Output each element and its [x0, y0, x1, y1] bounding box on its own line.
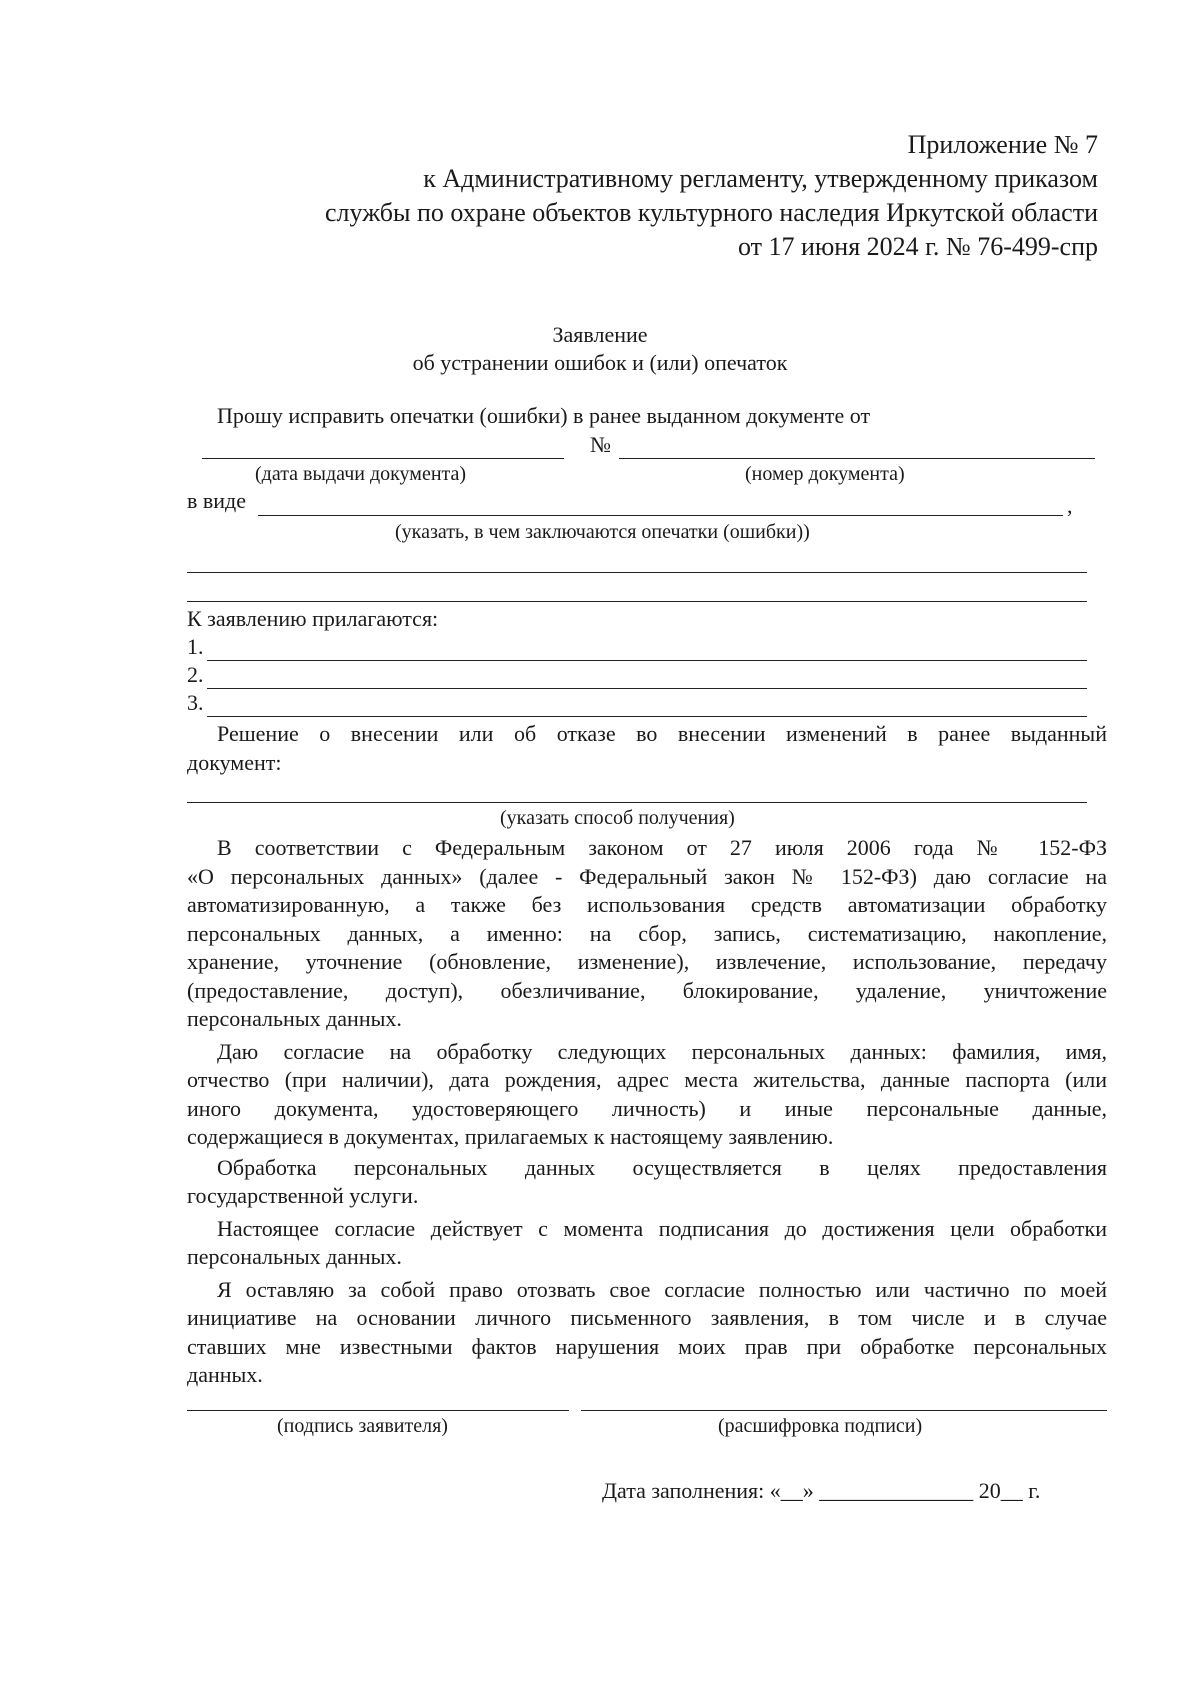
decision-line-2: документ: [187, 749, 282, 775]
attachment-field-1[interactable] [207, 660, 1087, 661]
attachment-number-2: 2. [187, 662, 204, 687]
attachment-field-3[interactable] [207, 716, 1087, 717]
decision-block [187, 720, 1107, 777]
errors-description-line-2[interactable] [187, 572, 1087, 573]
consent-block [187, 834, 1107, 1390]
signature-field[interactable] [187, 1410, 569, 1411]
appendix-order: от 17 июня 2024 г. № 76-499-спр [737, 232, 1098, 261]
consent-p2-l1: Даю согласие на обработку следующих персональных данных: фамилия, имя, [217, 1038, 1107, 1064]
attachments-heading: К заявлению прилагаются: [187, 606, 439, 631]
request-intro: Прошу исправить опечатки (ошибки) в ранее выданном документе от [217, 403, 871, 428]
consent-p1-l6: (предоставление, доступ), обезличивание, блокирование, удаление, уничтожение [187, 977, 1107, 1003]
errors-description-line-3[interactable] [187, 601, 1087, 602]
appendix-regulation: к Административному регламенту, утвержденному приказом [423, 164, 1098, 193]
date-issue-field[interactable] [202, 458, 564, 459]
consent-p2-l3: иного документа, удостоверяющего личность) и иные персональные данные, [187, 1095, 1107, 1121]
signature-decode-field[interactable] [581, 1410, 1107, 1411]
receipt-method-caption: (указать способ получения) [500, 807, 735, 829]
comma: , [1067, 493, 1073, 518]
attachment-number-3: 3. [187, 690, 204, 715]
consent-p5-l2: инициативе на основании личного письменного заявления, в том числе и в случае [187, 1305, 1107, 1330]
appendix-number: Приложение № 7 [907, 130, 1098, 159]
errors-description-field[interactable] [258, 515, 1063, 516]
consent-p5-l4: данных. [187, 1362, 263, 1387]
title-main: Заявление [552, 322, 648, 347]
errors-caption: (указать, в чем заключаются опечатки (ошибки)) [395, 521, 810, 543]
document-number-caption: (номер документа) [745, 463, 905, 485]
consent-p2-l2: отчество (при наличии), дата рождения, адрес места жительства, данные паспорта (или [187, 1067, 1107, 1092]
consent-p1-l2: «О персональных данных» (далее - Федеральный закон № 152-ФЗ) даю согласие на [187, 863, 1107, 889]
consent-p3-l2: государственной услуги. [187, 1183, 419, 1208]
title-subtitle: об устранении ошибок и (или) опечаток [412, 350, 788, 375]
number-sign: № [590, 432, 611, 457]
consent-p4-l1: Настоящее согласие действует с момента подписания до достижения цели обработки [217, 1215, 1107, 1241]
consent-p2-l4: содержащиеся в документах, прилагаемых к настоящему заявлению. [187, 1124, 834, 1149]
receipt-method-field[interactable] [187, 802, 1087, 803]
document-number-field[interactable] [619, 458, 1095, 459]
attachment-number-1: 1. [187, 634, 204, 659]
consent-p1-l7: персональных данных. [187, 1006, 402, 1031]
consent-p1-l1: В соответствии с Федеральным законом от 27 июля 2006 года № 152-ФЗ [217, 835, 1107, 860]
date-issue-caption: (дата выдачи документа) [255, 463, 467, 485]
appendix-service: службы по охране объектов культурного наследия Иркутской области [325, 198, 1098, 227]
signature-decode-caption: (расшифровка подписи) [718, 1415, 923, 1437]
attachment-field-2[interactable] [207, 688, 1087, 689]
consent-p5-l1: Я оставляю за собой право отозвать свое согласие полностью или частично по моей [217, 1276, 1107, 1302]
consent-p3-l1: Обработка персональных данных осуществляется в целях предоставления [217, 1154, 1107, 1180]
consent-p1-l4: персональных данных, а именно: на сбор, запись, систематизацию, накопление, [187, 920, 1107, 946]
consent-p1-l5: хранение, уточнение (обновление, изменение), извлечение, использование, передачу [187, 949, 1107, 974]
decision-line-1: Решение о внесении или об отказе во внесении изменений в ранее выданный [217, 721, 1107, 746]
document-title [380, 321, 820, 377]
fill-date: Дата заполнения: «__» ______________ 20__ г. [602, 1478, 1041, 1503]
consent-p4-l2: персональных данных. [187, 1244, 402, 1269]
signature-caption: (подпись заявителя) [277, 1415, 448, 1437]
consent-p5-l3: ставших мне известными фактов нарушения моих прав при обработке персональных [187, 1333, 1107, 1359]
appendix-header [325, 128, 1098, 264]
in-form-label: в виде [187, 488, 247, 513]
consent-p1-l3: автоматизированную, а также без использования средств автоматизации обработку [187, 892, 1107, 917]
